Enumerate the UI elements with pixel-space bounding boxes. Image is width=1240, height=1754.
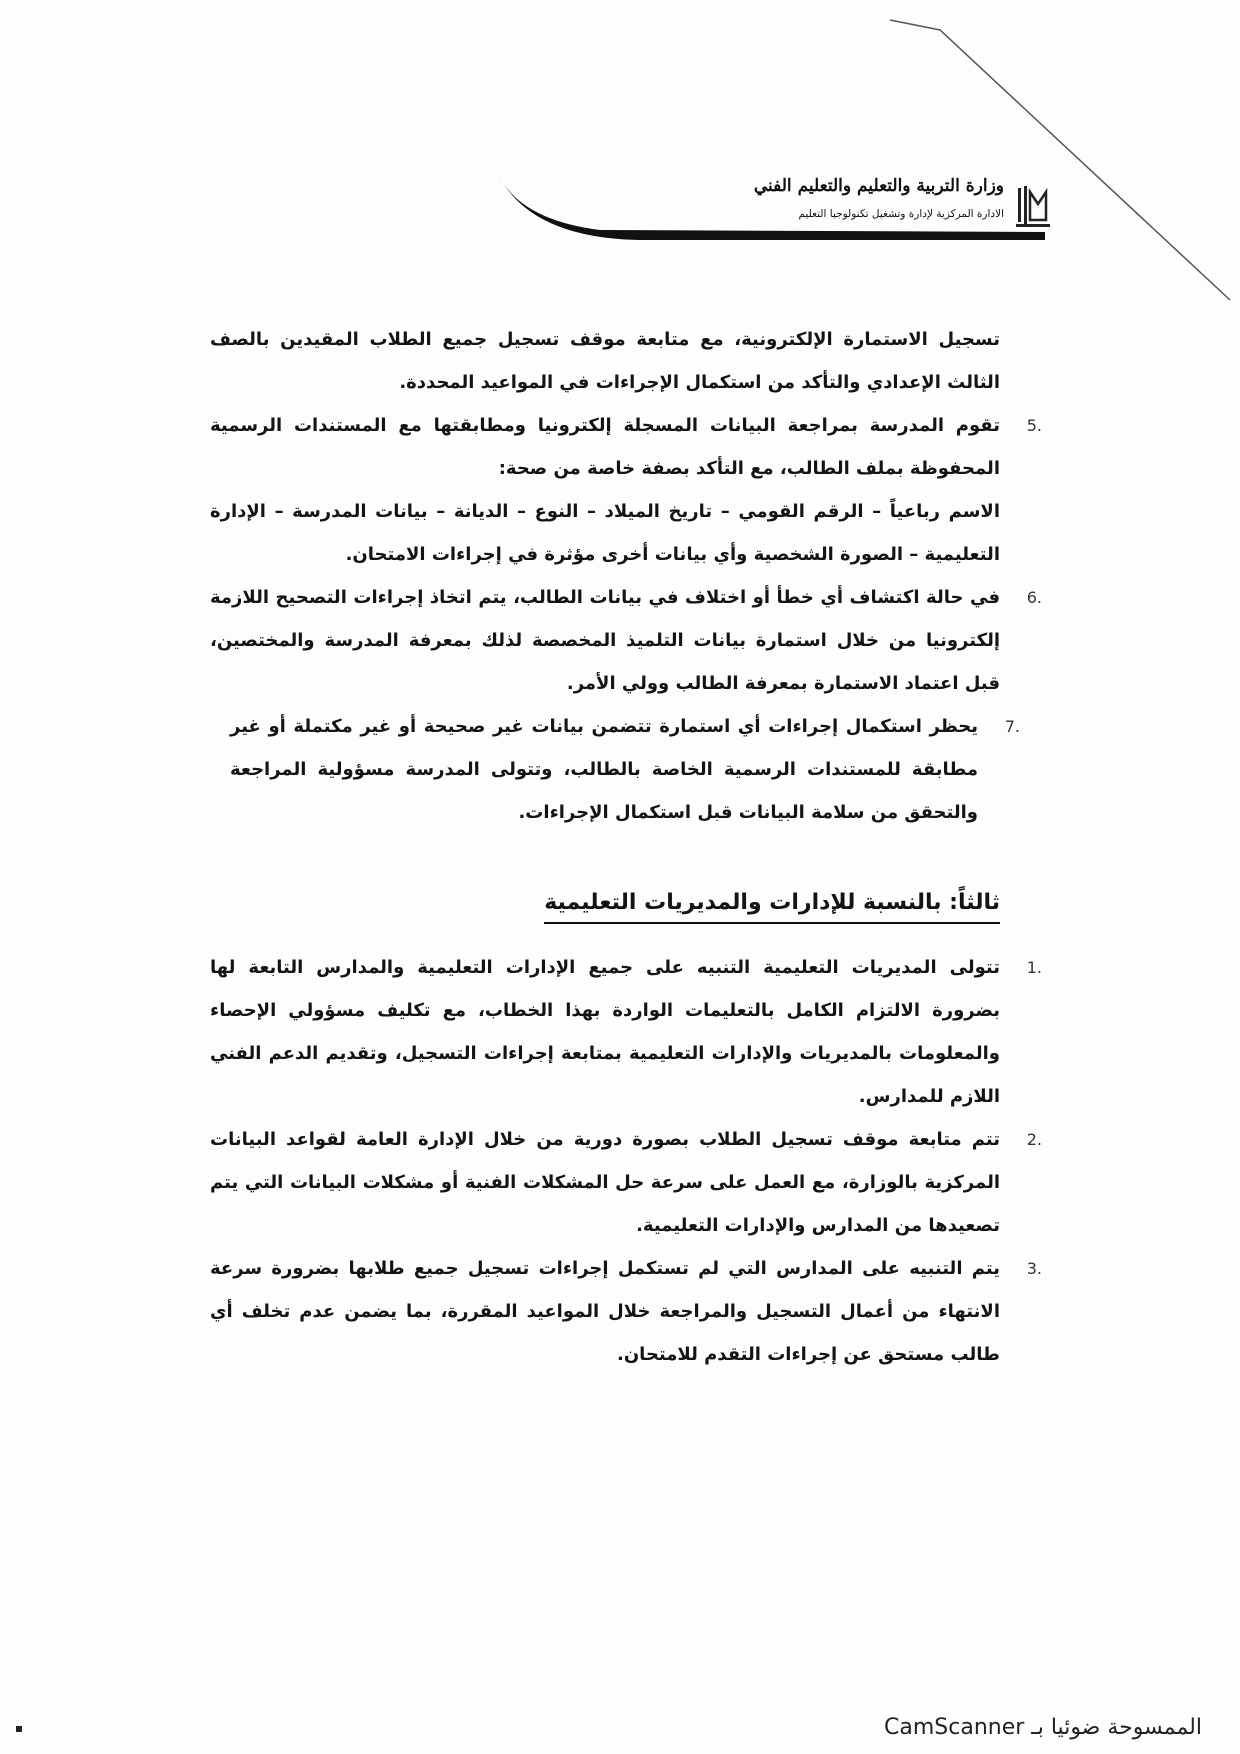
item-number: 7. [1004, 717, 1020, 736]
list-item [210, 404, 1042, 576]
section-heading: ثالثاً: بالنسبة للإدارات والمديريات التعليمية [544, 886, 1000, 924]
list-item [210, 1247, 1042, 1376]
item-number: 6. [1026, 588, 1042, 607]
item-text: تقوم المدرسة بمراجعة البيانات المسجلة إلكترونيا ومطابقتها مع المستندات الرسمية المحفوظة بملف الطالب، مع التأكد بصفة خاصة من صحة: [210, 415, 1000, 479]
item-text: يتم التنبيه على المدارس التي لم تستكمل إجراءات تسجيل جميع طلابها بضرورة سرعة الانتهاء من أعمال التسجيل والمراجعة خلال المواعيد المقررة، بما يضمن عدم تخلف أي طالب مستحق عن إجراءات التقدم للامتحان. [210, 1258, 1000, 1365]
section-heading-wrap [210, 834, 1000, 946]
page-fold-line [880, 0, 1240, 320]
scanner-watermark: الممسوحة ضوئيا بـ CamScanner [884, 1715, 1202, 1740]
intro-paragraph: تسجيل الاستمارة الإلكترونية، مع متابعة موقف تسجيل جميع الطلاب المقيدين بالصف الثالث الإعدادي والتأكد من استكمال الإجراءات في المواعيد المحددة. [210, 329, 1000, 393]
section-list [210, 946, 1042, 1376]
list-item [230, 705, 1020, 834]
item-number: 1. [1026, 958, 1042, 977]
item-detail: الاسم رباعياً – الرقم القومي – تاريخ الميلاد – النوع – الديانة – بيانات المدرسة – الإدارة التعليمية – الصورة الشخصية وأي بيانات أخرى مؤثرة في إجراءات الامتحان. [210, 501, 1000, 565]
item-number: 3. [1026, 1259, 1042, 1278]
ministry-name: وزارة التربية والتعليم والتعليم الفني [753, 176, 1004, 196]
scan-mark [16, 1726, 22, 1732]
ministry-emblem-icon [1016, 184, 1050, 228]
item-text: تتولى المديريات التعليمية التنبيه على جميع الإدارات التعليمية والمدارس التابعة لها بضرورة الالتزام الكامل بالتعليمات الواردة بهذا الخطاب، مع تكليف مسؤولي الإحصاء والمعلومات بالمديريات والإدارات التعليمية بمتابعة إجراءات التسجيل، وتقديم الدعم الفني اللازم للمدارس. [210, 957, 1000, 1107]
item-text: في حالة اكتشاف أي خطأ أو اختلاف في بيانات الطالب، يتم اتخاذ إجراءات التصحيح اللازمة إلكترونيا من خلال استمارة بيانات التلميذ المخصصة لذلك بمعرفة المدرسة والمختصين، قبل اعتماد الاستمارة بمعرفة الطالب وولي الأمر. [210, 587, 1000, 694]
item-number: 5. [1026, 416, 1042, 435]
list-item [210, 946, 1042, 1118]
list-item [210, 576, 1042, 705]
letterhead [490, 170, 1050, 246]
document-body [210, 318, 1042, 1376]
item-text: تتم متابعة موقف تسجيل الطلاب بصورة دورية من خلال الإدارة العامة لقواعد البيانات المركزية بالوزارة، مع العمل على سرعة حل المشكلات الفنية أو مشكلات البيانات التي يتم تصعيدها من المدارس والإدارات التعليمية. [210, 1129, 1000, 1236]
item-text: يحظر استكمال إجراءات أي استمارة تتضمن بيانات غير صحيحة أو غير مكتملة أو غير مطابقة للمستندات الرسمية الخاصة بالطالب، وتتولى المدرسة مسؤولية المراجعة والتحقق من سلامة البيانات قبل استكمال الإجراءات. [230, 716, 978, 823]
department-name: الادارة المركزية لإدارة وتشغيل تكنولوجيا التعليم [798, 208, 1004, 220]
item-number: 2. [1026, 1130, 1042, 1149]
list-item [210, 1118, 1042, 1247]
